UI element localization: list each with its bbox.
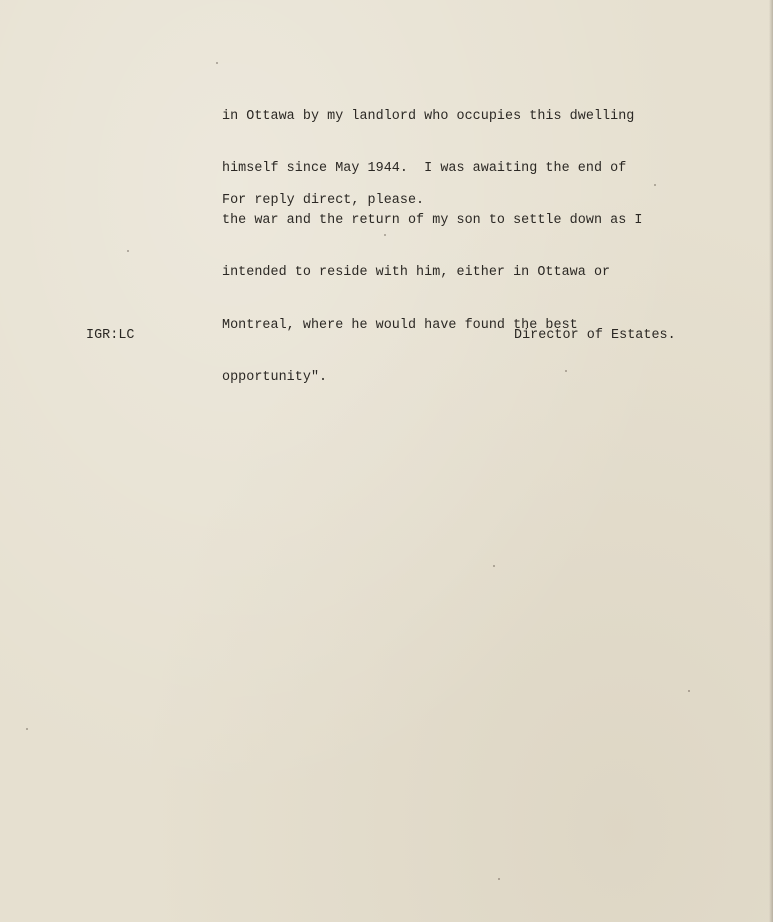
paper-speck xyxy=(498,878,500,880)
letter-body-line: intended to reside with him, either in Ottawa or xyxy=(222,265,611,281)
letter-body xyxy=(222,73,642,421)
paper-speck xyxy=(654,184,656,186)
paper-speck xyxy=(565,370,567,372)
paper-speck xyxy=(127,250,129,252)
letter-body-line: himself since May 1944. I was awaiting the end of xyxy=(222,161,627,177)
paper-speck xyxy=(216,62,218,64)
paper-speck xyxy=(688,690,690,692)
reference-initials: IGR:LC xyxy=(86,328,135,343)
letter-body-line: Montreal, where he would have found the best xyxy=(222,317,578,333)
letter-body-line: in Ottawa by my landlord who occupies this dwelling xyxy=(222,108,635,124)
letter-body-line: opportunity". xyxy=(222,369,328,385)
page-edge-shadow xyxy=(769,0,773,922)
reply-instruction: For reply direct, please. xyxy=(222,193,425,208)
paper-speck xyxy=(493,565,495,567)
paper-speck xyxy=(384,234,386,236)
paper-speck xyxy=(26,728,28,730)
letter-body-line: the war and the return of my son to settle down as I xyxy=(222,213,643,229)
signature-title: Director of Estates. xyxy=(514,328,676,343)
